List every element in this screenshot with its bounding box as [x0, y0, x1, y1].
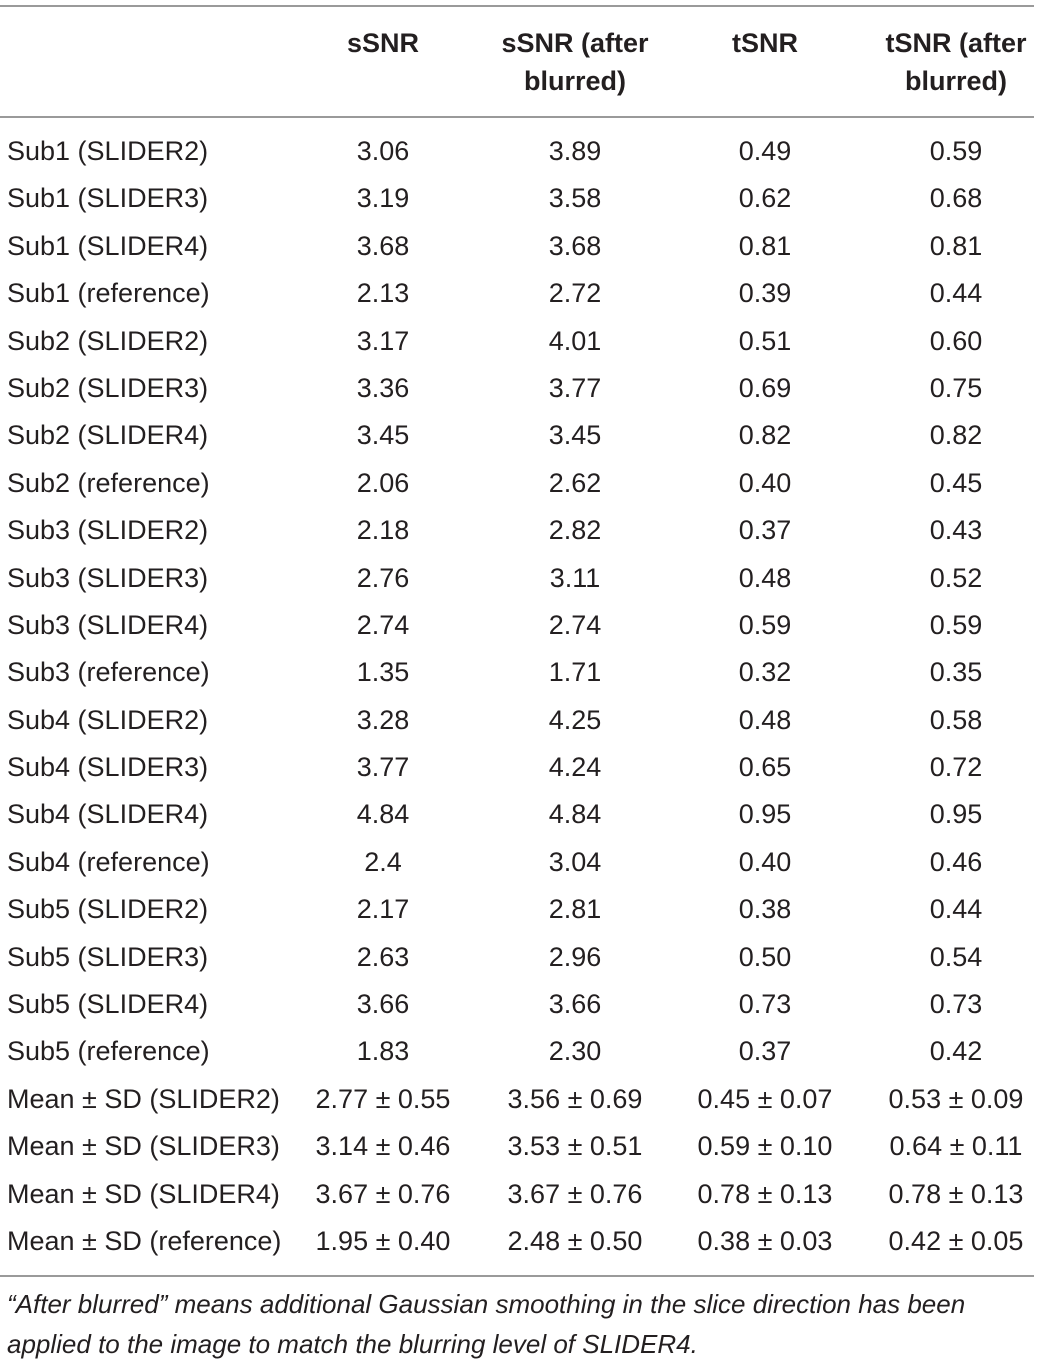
tsnr-value: 0.81 [738, 230, 792, 261]
tsnr-after-blurred-value: 0.44 [929, 278, 983, 309]
tsnr-value: 0.65 [738, 752, 792, 783]
tsnr-after-blurred-value: 0.46 [929, 846, 983, 877]
tsnr-value: 0.49 [738, 136, 792, 166]
ssnr-value: 4.84 [356, 799, 410, 830]
tsnr-value: 0.39 [738, 278, 792, 309]
header-tsnr-after-blurred: tSNR (after blurred) [885, 28, 1027, 96]
ssnr-after-blurred-value: 2.72 [548, 278, 602, 309]
row-label: Sub3 (SLIDER3) [7, 562, 209, 593]
table-row [0, 318, 1040, 365]
tsnr-after-blurred-value: 0.59 [929, 136, 983, 166]
tsnr-value: 0.69 [738, 372, 792, 403]
row-label: Mean ± SD (SLIDER3) [7, 1131, 280, 1162]
ssnr-after-blurred-value: 3.77 [548, 372, 602, 403]
row-label: Mean ± SD (reference) [7, 1225, 282, 1256]
ssnr-after-blurred-value: 2.74 [548, 609, 602, 640]
row-label: Sub4 (SLIDER3) [7, 752, 209, 783]
table-row [0, 791, 1040, 838]
tsnr-after-blurred-value: 0.75 [929, 372, 983, 403]
table-row [0, 886, 1040, 933]
ssnr-value: 3.28 [356, 704, 410, 735]
ssnr-value: 3.19 [356, 183, 410, 214]
row-label: Sub1 (SLIDER4) [7, 230, 209, 261]
ssnr-after-blurred-value: 2.82 [548, 515, 602, 546]
table-row [0, 981, 1040, 1028]
row-label: Sub3 (reference) [7, 657, 210, 688]
tsnr-value: 0.48 [738, 704, 792, 735]
row-label: Sub3 (SLIDER4) [7, 609, 209, 640]
tsnr-value: 0.78 ± 0.13 [697, 1178, 833, 1209]
row-label: Sub2 (SLIDER2) [7, 325, 209, 356]
row-label: Sub4 (SLIDER4) [7, 799, 209, 830]
table-row [0, 602, 1040, 649]
tsnr-value: 0.59 [738, 609, 792, 640]
tsnr-after-blurred-value: 0.82 [929, 420, 983, 451]
table-row [0, 1076, 1040, 1123]
header-ssnr: sSNR [346, 28, 420, 58]
tsnr-value: 0.40 [738, 846, 792, 877]
tsnr-value: 0.73 [738, 989, 792, 1020]
ssnr-after-blurred-value: 4.25 [548, 704, 602, 735]
tsnr-value: 0.48 [738, 562, 792, 593]
table-footnote: “After blurred” means additional Gaussian smoothing in the slice direction has been applied to the image to match the blurring level of SLIDER4. [7, 1289, 966, 1359]
table-row [0, 555, 1040, 602]
table-row [0, 697, 1040, 744]
table-row [0, 128, 1040, 175]
ssnr-value: 2.74 [356, 609, 410, 640]
header-rule [0, 116, 1034, 118]
row-label: Sub4 (SLIDER2) [7, 704, 209, 735]
ssnr-value: 3.66 [356, 989, 410, 1020]
table-row [0, 507, 1040, 554]
row-label: Sub1 (SLIDER3) [7, 183, 209, 214]
ssnr-value: 3.06 [356, 136, 410, 166]
row-label: Sub5 (SLIDER4) [7, 989, 209, 1020]
table-row [0, 1123, 1040, 1170]
ssnr-after-blurred-value: 3.66 [548, 989, 602, 1020]
table-row [0, 270, 1040, 317]
ssnr-value: 3.14 ± 0.46 [315, 1131, 451, 1162]
row-label: Mean ± SD (SLIDER2) [7, 1083, 280, 1114]
ssnr-after-blurred-value: 2.30 [548, 1036, 602, 1067]
tsnr-value: 0.45 ± 0.07 [697, 1083, 833, 1114]
ssnr-value: 3.36 [356, 372, 410, 403]
table-top-rule [0, 5, 1034, 7]
table-body [0, 128, 1040, 1265]
tsnr-value: 0.40 [738, 467, 792, 498]
tsnr-value: 0.38 ± 0.03 [697, 1225, 833, 1256]
row-label: Sub1 (reference) [7, 278, 210, 309]
tsnr-after-blurred-value: 0.60 [929, 325, 983, 356]
tsnr-after-blurred-value: 0.44 [929, 894, 983, 925]
tsnr-after-blurred-value: 0.59 [929, 609, 983, 640]
tsnr-value: 0.82 [738, 420, 792, 451]
tsnr-after-blurred-value: 0.81 [929, 230, 983, 261]
tsnr-after-blurred-value: 0.68 [929, 183, 983, 214]
ssnr-after-blurred-value: 3.45 [548, 420, 602, 451]
ssnr-after-blurred-value: 2.48 ± 0.50 [507, 1225, 643, 1256]
tsnr-after-blurred-value: 0.45 [929, 467, 983, 498]
ssnr-after-blurred-value: 3.68 [548, 230, 602, 261]
tsnr-after-blurred-value: 0.42 [929, 1036, 983, 1067]
tsnr-after-blurred-value: 0.35 [929, 657, 983, 688]
ssnr-value: 2.18 [356, 515, 410, 546]
table-row [0, 365, 1040, 412]
tsnr-value: 0.95 [738, 799, 792, 830]
tsnr-value: 0.37 [738, 515, 792, 546]
ssnr-value: 2.63 [356, 941, 410, 972]
tsnr-value: 0.62 [738, 183, 792, 214]
row-label: Sub1 (SLIDER2) [7, 136, 209, 166]
ssnr-after-blurred-value: 3.58 [548, 183, 602, 214]
ssnr-value: 3.67 ± 0.76 [315, 1178, 451, 1209]
tsnr-after-blurred-value: 0.54 [929, 941, 983, 972]
ssnr-after-blurred-value: 3.67 ± 0.76 [507, 1178, 643, 1209]
tsnr-value: 0.32 [738, 657, 792, 688]
tsnr-after-blurred-value: 0.52 [929, 562, 983, 593]
ssnr-after-blurred-value: 2.96 [548, 941, 602, 972]
table-row [0, 1028, 1040, 1075]
table-row [0, 412, 1040, 459]
ssnr-after-blurred-value: 1.71 [548, 657, 602, 688]
tsnr-after-blurred-value: 0.64 ± 0.11 [889, 1131, 1023, 1162]
ssnr-after-blurred-value: 2.81 [548, 894, 602, 925]
table-row [0, 460, 1040, 507]
tsnr-value: 0.38 [738, 894, 792, 925]
header-ssnr-after-blurred: sSNR (after blurred) [501, 28, 649, 96]
ssnr-value: 2.06 [356, 467, 410, 498]
tsnr-after-blurred-value: 0.95 [929, 799, 983, 830]
ssnr-after-blurred-value: 4.01 [548, 325, 602, 356]
tsnr-after-blurred-value: 0.42 ± 0.05 [888, 1225, 1024, 1256]
ssnr-after-blurred-value: 2.62 [548, 467, 602, 498]
table-row [0, 1218, 1040, 1265]
ssnr-value: 3.17 [356, 325, 410, 356]
ssnr-after-blurred-value: 3.89 [548, 136, 602, 166]
tsnr-value: 0.37 [738, 1036, 792, 1067]
row-label: Sub5 (reference) [7, 1036, 210, 1067]
ssnr-after-blurred-value: 4.24 [548, 752, 602, 783]
ssnr-value: 3.45 [356, 420, 410, 451]
row-label: Sub5 (SLIDER2) [7, 894, 209, 925]
ssnr-value: 2.77 ± 0.55 [315, 1083, 451, 1114]
ssnr-value: 2.4 [364, 846, 402, 877]
tsnr-after-blurred-value: 0.73 [929, 989, 983, 1020]
tsnr-after-blurred-value: 0.43 [929, 515, 983, 546]
tsnr-value: 0.50 [738, 941, 792, 972]
ssnr-after-blurred-value: 3.04 [548, 846, 602, 877]
ssnr-value: 3.68 [356, 230, 410, 261]
tsnr-after-blurred-value: 0.53 ± 0.09 [888, 1083, 1024, 1114]
table-row [0, 839, 1040, 886]
table-row [0, 175, 1040, 222]
ssnr-value: 1.83 [356, 1036, 410, 1067]
ssnr-value: 2.13 [356, 278, 410, 309]
ssnr-value: 3.77 [356, 752, 410, 783]
ssnr-value: 1.35 [356, 657, 410, 688]
table-row [0, 1171, 1040, 1218]
tsnr-after-blurred-value: 0.78 ± 0.13 [888, 1178, 1024, 1209]
table-row [0, 223, 1040, 270]
tsnr-after-blurred-value: 0.72 [929, 752, 983, 783]
tsnr-value: 0.59 ± 0.10 [697, 1131, 833, 1162]
row-label: Sub3 (SLIDER2) [7, 515, 209, 546]
row-label: Sub2 (reference) [7, 467, 210, 498]
row-label: Mean ± SD (SLIDER4) [7, 1178, 280, 1209]
table-bottom-rule [0, 1275, 1034, 1277]
table-row [0, 649, 1040, 696]
tsnr-after-blurred-value: 0.58 [929, 704, 983, 735]
table-row [0, 934, 1040, 981]
tsnr-value: 0.51 [738, 325, 792, 356]
ssnr-value: 2.17 [356, 894, 410, 925]
ssnr-after-blurred-value: 3.53 ± 0.51 [507, 1131, 643, 1162]
header-tsnr: tSNR [732, 28, 798, 58]
table-row [0, 744, 1040, 791]
row-label: Sub5 (SLIDER3) [7, 941, 209, 972]
ssnr-after-blurred-value: 4.84 [548, 799, 602, 830]
ssnr-after-blurred-value: 3.11 [549, 562, 601, 593]
ssnr-value: 2.76 [356, 562, 410, 593]
row-label: Sub2 (SLIDER3) [7, 372, 209, 403]
ssnr-after-blurred-value: 3.56 ± 0.69 [507, 1083, 643, 1114]
ssnr-value: 1.95 ± 0.40 [315, 1225, 451, 1256]
row-label: Sub4 (reference) [7, 846, 210, 877]
row-label: Sub2 (SLIDER4) [7, 420, 209, 451]
